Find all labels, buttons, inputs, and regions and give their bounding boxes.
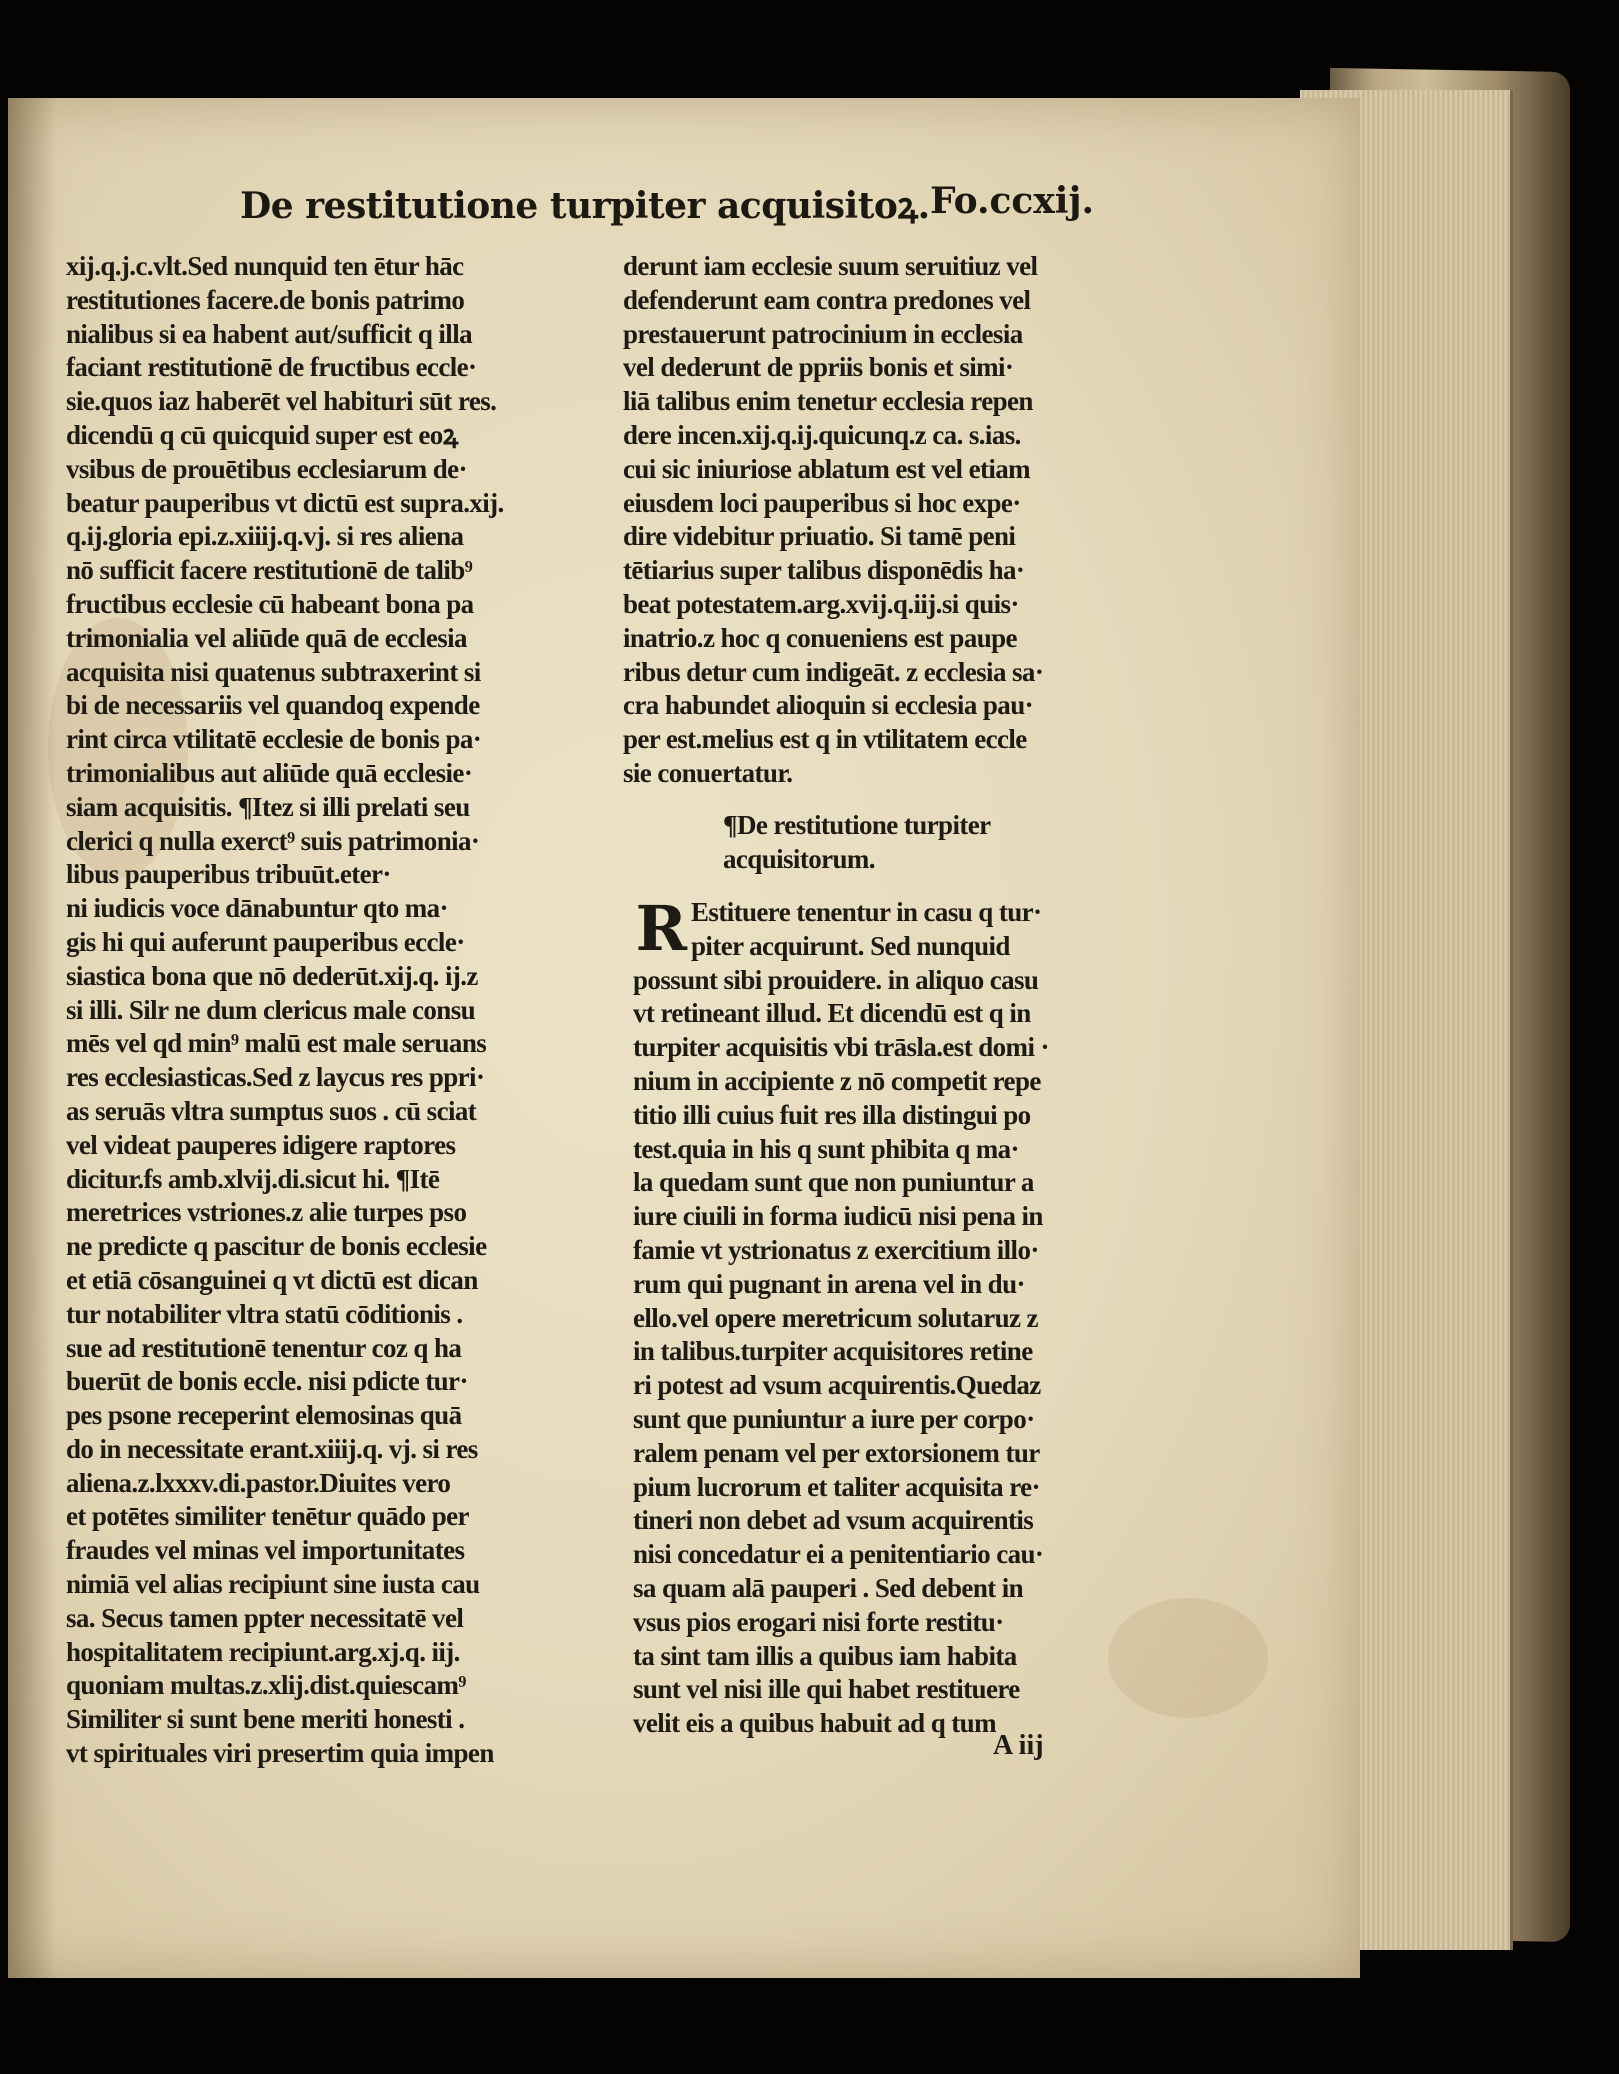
book-page — [8, 98, 1360, 1978]
right-text-column — [623, 250, 1163, 791]
text-line: ralem penam vel per extorsionem tur — [633, 1437, 1040, 1468]
text-line: buerūt de bonis eccle. nisi pdicte tur· — [66, 1366, 468, 1397]
text-line: beatur pauperibus vt dictū est supra.xij. — [66, 487, 504, 518]
section-body — [633, 892, 1173, 1741]
text-line: fructibus ecclesie cū habeant bona pa — [66, 588, 474, 619]
text-line: turpiter acquisitis vbi trāsla.est domi · — [633, 1032, 1049, 1063]
text-line: vsibus de prouētibus ecclesiarum de· — [66, 453, 467, 484]
text-line: beat potestatem.arg.xvij.q.iij.si quis· — [623, 588, 1019, 619]
text-line: mēs vel qd min⁹ malū est male seruans — [66, 1028, 487, 1059]
text-line: trimonialibus aut aliūde quā ecclesie· — [66, 757, 473, 788]
text-line: eiusdem loci pauperibus si hoc expe· — [623, 487, 1021, 518]
text-line: aliena.z.lxxxv.di.pastor.Diuites vero — [66, 1467, 451, 1498]
text-line: pium lucrorum et taliter acquisita re· — [633, 1471, 1040, 1502]
text-line: res ecclesiasticas.Sed z laycus res ppri· — [66, 1062, 485, 1093]
text-line: iure ciuili in forma iudicū nisi pena in — [633, 1201, 1043, 1232]
text-line: Similiter si sunt bene meriti honesti . — [66, 1704, 465, 1735]
text-line: q.ij.gloria epi.z.xiiij.q.vj. si res aliena — [66, 521, 464, 552]
text-line: rint circa vtilitatē ecclesie de bonis pa· — [66, 724, 482, 755]
text-line: Estituere tenentur in casu q tur· — [691, 897, 1042, 927]
text-line: vsus pios erogari nisi forte restitu· — [633, 1606, 1004, 1637]
text-line: sunt vel nisi ille qui habet restituere — [633, 1674, 1020, 1705]
text-line: sa. Secus tamen ppter necessitatē vel — [66, 1602, 464, 1633]
text-line: tur notabiliter vltra statū cōditionis . — [66, 1298, 463, 1329]
text-line: meretrices vstriones.z alie turpes pso — [66, 1197, 467, 1228]
text-line: vel dederunt de ppriis bonis et simi· — [623, 352, 1014, 383]
text-line: prestauerunt patrocinium in ecclesia — [623, 318, 1023, 349]
text-line: per est.melius est q in vtilitatem eccle — [623, 724, 1027, 755]
text-line: dire videbitur priuatio. Si tamē peni — [623, 521, 1016, 552]
text-line: fraudes vel minas vel importunitates — [66, 1535, 465, 1566]
text-line: velit eis a quibus habuit ad q tum — [633, 1708, 996, 1739]
text-line: et potētes similiter tenētur quādo per — [66, 1501, 469, 1532]
text-line: si illi. Silr ne dum clericus male consu — [66, 994, 476, 1025]
text-line: in talibus.turpiter acquisitores retine — [633, 1336, 1033, 1367]
text-line: nimiā vel alias recipiunt sine iusta cau — [66, 1569, 480, 1600]
text-line: test.quia in his q sunt phibita q ma· — [633, 1133, 1019, 1164]
section-heading — [723, 808, 1123, 876]
text-line: xij.q.j.c.vlt.Sed nunquid ten ētur hāc — [66, 251, 464, 281]
text-line: ribus detur cum indigeāt. z ecclesia sa· — [623, 656, 1044, 687]
text-line: defenderunt eam contra predones vel — [623, 284, 1031, 315]
text-line: sue ad restitutionē tenentur coz q ha — [66, 1332, 462, 1363]
text-line: faciant restitutionē de fructibus eccle· — [66, 352, 477, 383]
text-line: vel videat pauperes idigere raptores — [66, 1129, 456, 1160]
text-line: ne predicte q pascitur de bonis ecclesie — [66, 1231, 487, 1262]
text-line: bi de necessariis vel quandoq expende — [66, 690, 480, 721]
text-line: dere incen.xij.q.ij.quicunq.z ca. s.ias. — [623, 419, 1021, 450]
text-line: as seruās vltra sumptus suos . cū sciat — [66, 1095, 477, 1126]
text-line: liā talibus enim tenetur ecclesia repen — [623, 386, 1033, 417]
text-line: do in necessitate erant.xiiij.q. vj. si res — [66, 1433, 478, 1464]
text-line: possunt sibi prouidere. in aliquo casu — [633, 964, 1039, 995]
text-line: nialibus si ea habent aut/sufficit q illa — [66, 318, 472, 349]
text-line: tētiarius super talibus disponēdis ha· — [623, 555, 1025, 586]
text-line: sunt que puniuntur a iure per corpo· — [633, 1403, 1035, 1434]
text-line: acquisita nisi quatenus subtraxerint si — [66, 656, 481, 687]
text-line: ta sint tam illis a quibus iam habita — [633, 1640, 1017, 1671]
running-header — [240, 180, 1120, 240]
section-heading-line: ¶De restitutione turpiter — [723, 810, 991, 840]
signature-mark: A iij — [993, 1730, 1044, 1761]
text-line: la quedam sunt que non puniuntur a — [633, 1167, 1034, 1198]
text-line: siam acquisitis. ¶Itez si illi prelati seu — [66, 791, 470, 822]
folio-number: Fo.ccxij. — [930, 180, 1095, 222]
section-heading-line: acquisitorum. — [723, 843, 875, 874]
text-line: ello.vel opere meretricum solutaruz z — [633, 1302, 1038, 1333]
text-line: libus pauperibus tribuūt.eter· — [66, 859, 391, 890]
text-line: siastica bona que nō dederūt.xij.q. ij.z — [66, 960, 478, 991]
text-line: piter acquirunt. Sed nunquid — [691, 930, 1010, 961]
text-line: et etiā cōsanguinei q vt dictū est dican — [66, 1264, 478, 1295]
text-line: dicitur.fs amb.xlvij.di.sicut hi. ¶Itē — [66, 1163, 440, 1194]
text-line: trimonialia vel aliūde quā de ecclesia — [66, 622, 467, 653]
text-line: derunt iam ecclesie suum seruitiuz vel — [623, 251, 1038, 281]
text-line: gis hi qui auferunt pauperibus eccle· — [66, 926, 465, 957]
decorated-initial: R — [635, 892, 687, 965]
text-line: cra habundet alioquin si ecclesia pau· — [623, 690, 1034, 721]
text-line: clerici q nulla exerct⁹ suis patrimonia· — [66, 825, 480, 856]
text-line: tineri non debet ad vsum acquirentis — [633, 1505, 1034, 1536]
text-line: nium in accipiente z nō competit repe — [633, 1065, 1041, 1096]
text-line: hospitalitatem recipiunt.arg.xj.q. iij. — [66, 1636, 460, 1667]
text-line: vt retineant illud. Et dicendū est q in — [633, 998, 1031, 1029]
text-line: titio illi cuius fuit res illa distingui po — [633, 1099, 1031, 1130]
text-line: cui sic iniuriose ablatum est vel etiam — [623, 453, 1031, 484]
text-line: dicendū q cū quicquid super est eoꝝ — [66, 419, 458, 450]
text-line: sa quam alā pauperi . Sed debent in — [633, 1572, 1024, 1603]
text-line: quoniam multas.z.xlij.dist.quiescam⁹ — [66, 1670, 466, 1701]
text-line: inatrio.z hoc q conueniens est paupe — [623, 622, 1017, 653]
running-title: De restitutione turpiter acquisitoꝝ. — [240, 185, 930, 227]
text-line: rum qui pugnant in arena vel in du· — [633, 1268, 1025, 1299]
text-line: restitutiones facere.de bonis patrimo — [66, 284, 465, 315]
left-text-column — [66, 250, 606, 1771]
text-line: vt spirituales viri presertim quia impen — [66, 1738, 494, 1769]
text-line: nō sufficit facere restitutionē de talib⁹ — [66, 555, 473, 586]
text-line: sie conuertatur. — [623, 757, 793, 788]
text-line: ri potest ad vsum acquirentis.Quedaz — [633, 1370, 1041, 1401]
text-line: famie vt ystrionatus z exercitium illo· — [633, 1234, 1039, 1265]
text-line: sie.quos iaz haberēt vel habituri sūt res. — [66, 386, 497, 417]
text-line: ni iudicis voce dānabuntur qto ma· — [66, 893, 448, 924]
text-line: nisi concedatur ei a penitentiario cau· — [633, 1539, 1044, 1570]
text-line: pes psone receperint elemosinas quā — [66, 1400, 462, 1431]
